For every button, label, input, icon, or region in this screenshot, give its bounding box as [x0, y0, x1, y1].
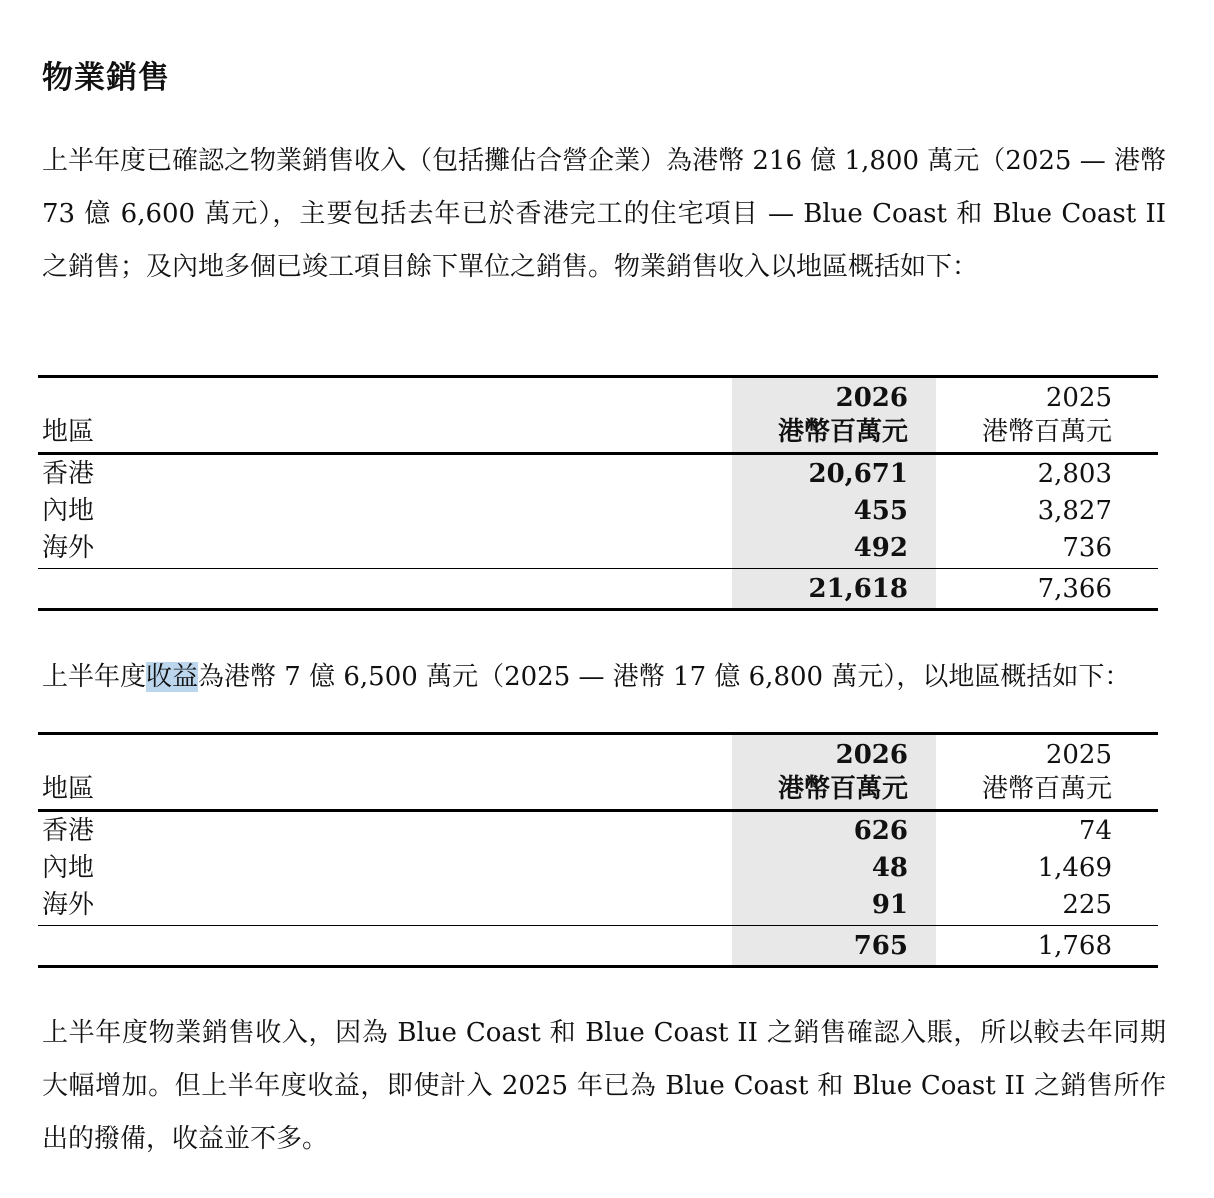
- total-value-2026: 765: [853, 931, 908, 961]
- row-value-2026: 48: [871, 853, 908, 883]
- row-region-label: 內地: [42, 853, 95, 883]
- row-region-label: 海外: [42, 533, 95, 563]
- row-region-label: 香港: [42, 459, 95, 489]
- row-region-label: 海外: [42, 890, 95, 920]
- header-region: 地區: [42, 774, 95, 804]
- header-2025-year: 2025: [1045, 740, 1112, 770]
- paragraph-revenue[interactable]: [42, 651, 1166, 704]
- selected-text-highlight[interactable]: 收益: [146, 662, 199, 692]
- row-region-label: 香港: [42, 816, 95, 846]
- paragraph-commentary[interactable]: 上半年度物業銷售收入，因為 Blue Coast 和 Blue Coast II 之銷售確認入賬，所以較去年同期大幅增加。但上半年度收益，即使計入 2025 年已為 Blue Coast 和 Blue Coast II 之銷售所作出的撥備，收益並不多。: [42, 1018, 1166, 1154]
- total-value-2026: 21,618: [808, 574, 908, 604]
- row-value-2025: 736: [1062, 533, 1112, 563]
- header-2026-year: 2026: [835, 740, 908, 770]
- table-top-rule: [38, 732, 1158, 735]
- header-2025-unit: 港幣百萬元: [981, 417, 1112, 447]
- table-subtotal-rule: [38, 925, 1158, 926]
- table-property-sales-by-region: [38, 375, 1158, 611]
- row-value-2025: 74: [1078, 816, 1112, 846]
- header-2026-unit: 港幣百萬元: [777, 417, 908, 447]
- row-value-2025: 3,827: [1037, 496, 1112, 526]
- table-header-rule: [38, 452, 1158, 455]
- row-value-2026: 91: [871, 890, 908, 920]
- header-2026-year: 2026: [835, 383, 908, 413]
- row-value-2025: 225: [1062, 890, 1112, 920]
- row-region-label: 內地: [42, 496, 95, 526]
- header-2025-unit: 港幣百萬元: [981, 774, 1112, 804]
- header-region: 地區: [42, 417, 95, 447]
- table-subtotal-rule: [38, 568, 1158, 569]
- row-value-2026: 20,671: [808, 459, 908, 489]
- row-value-2026: 626: [853, 816, 908, 846]
- row-value-2025: 2,803: [1037, 459, 1112, 489]
- table-bottom-rule: [38, 965, 1158, 968]
- table-bottom-rule: [38, 608, 1158, 611]
- total-value-2025: 1,768: [1037, 931, 1112, 961]
- table-revenue-by-region: [38, 732, 1158, 968]
- section-heading: 物業銷售: [42, 60, 170, 96]
- row-value-2026: 492: [853, 533, 908, 563]
- revenue-text-after: 為港幣 7 億 6,500 萬元（2025 — 港幣 17 億 6,800 萬元），以地區概括如下：: [198, 662, 1131, 692]
- header-2025-year: 2025: [1045, 383, 1112, 413]
- revenue-text-before: 上半年度: [42, 662, 147, 692]
- table-header-rule: [38, 809, 1158, 812]
- paragraph-property-sales[interactable]: 上半年度已確認之物業銷售收入（包括攤佔合營企業）為港幣 216 億 1,800 萬元（2025 — 港幣 73 億 6,600 萬元），主要包括去年已於香港完工的住宅項目 — Blue Coast 和 Blue Coast II 之銷售；及內地多個已竣工項目餘下單位之銷售。物業銷售收入以地區概括如下：: [42, 146, 1166, 282]
- row-value-2025: 1,469: [1037, 853, 1112, 883]
- total-value-2025: 7,366: [1037, 574, 1112, 604]
- row-value-2026: 455: [853, 496, 908, 526]
- table-top-rule: [38, 375, 1158, 378]
- header-2026-unit: 港幣百萬元: [777, 774, 908, 804]
